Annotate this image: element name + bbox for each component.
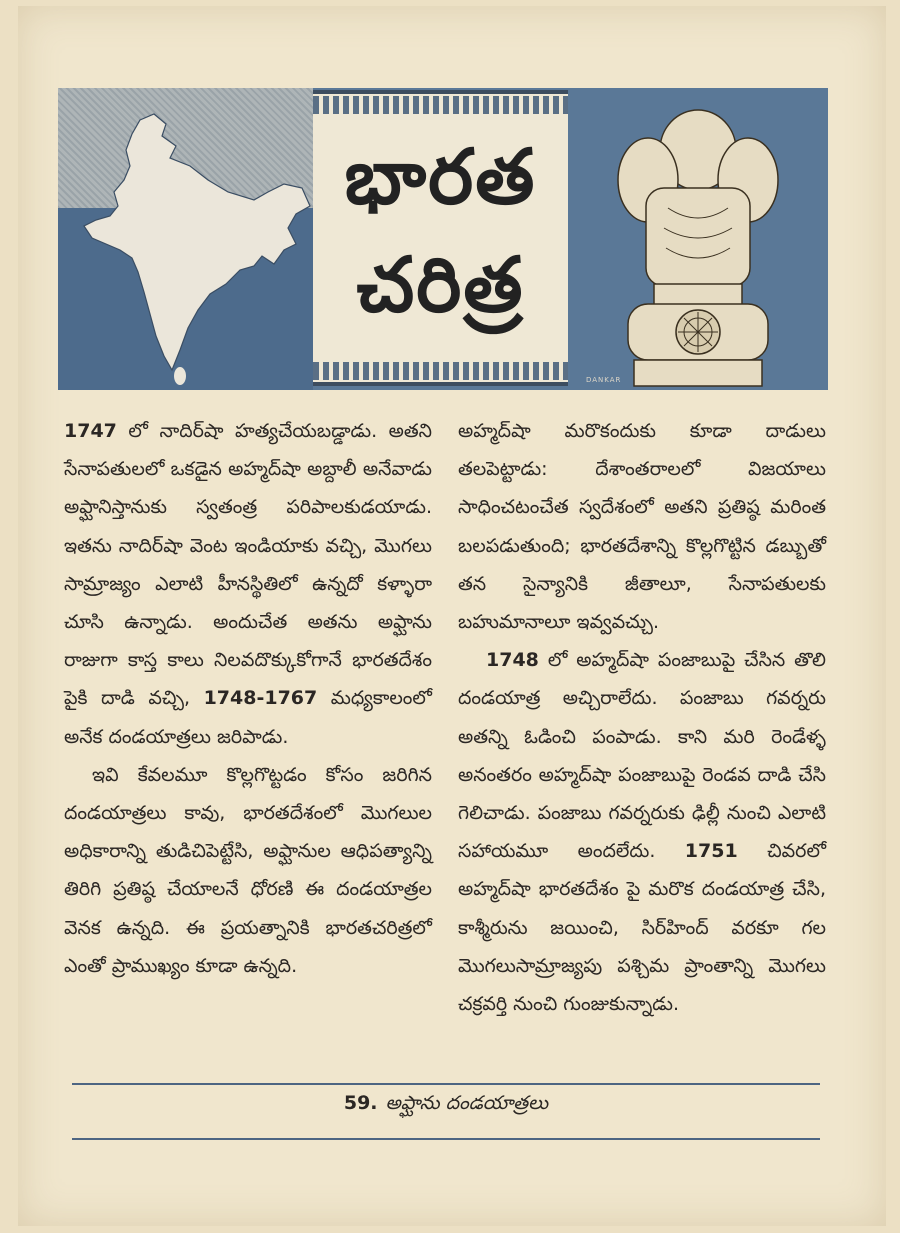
right-paragraph-2-text: లో అహ్మద్‌షా పంజాబుపై చేసిన తొలి దండయాత్ర అచ్చిరాలేదు. పంజాబు గవర్నరు అతన్ని ఓడించి పంపాడు. కాని మరి రెండేళ్ళ అనంతరం అహ్మద్‌షా పంజాబుపై రెండవ దాడి చేసి గెలిచాడు. పంజాబు గవర్నరుకు ఢిల్లీ నుంచి ఎలాటి సహాయమూ అందలేదు. <box>458 649 826 863</box>
title-border-top <box>313 96 568 114</box>
title-panel <box>313 90 568 386</box>
right-paragraph-2-tail: చివరలో అహ్మద్‌షా భారతదేశం పై మరొక దండయాత్ర చేసి, కాశ్మీరును జయించి, సిర్‌హింద్ వరకూ గల మొగలుసామ్రాజ్యపు పశ్చిమ ప్రాంతాన్ని మొగలు చక్రవర్తి నుంచి గుంజుకున్నాడు. <box>458 840 826 1016</box>
left-paragraph-1 <box>64 412 432 756</box>
chapter-footer <box>72 1092 820 1119</box>
title-stripe-top <box>313 90 568 94</box>
banner <box>58 88 828 390</box>
year-range: 1748-1767 <box>203 687 318 710</box>
lion-capital-emblem-icon <box>568 88 828 390</box>
left-paragraph-1-tail: మధ్యకాలంలో అనేక దండయాత్రలు జరిపాడు. <box>64 687 432 748</box>
title-stripe-bottom <box>313 382 568 386</box>
banner-title-line2: చరిత్ర <box>356 240 525 329</box>
right-paragraph-2 <box>458 641 826 1023</box>
right-paragraph-1: అహ్మద్‌షా మరొకందుకు కూడా దాడులు తలపెట్టాడు: దేశాంతరాలలో విజయాలు సాధించటంచేత స్వదేశంలో అతని ప్రతిష్ఠ మరింత బలపడుతుంది; భారతదేశాన్ని కొల్లగొట్టిన డబ్బుతో తన సైన్యానికి జీతాలూ, సేనాపతులకు బహుమానాలూ ఇవ్వవచ్చు. <box>458 420 826 634</box>
left-paragraph-1-text: లో నాదిర్‌షా హత్యచేయబడ్డాడు. అతని సేనాపతులలో ఒకడైన అహ్మద్‌షా అబ్దాలీ అనేవాడు అఫ్ఘానిస్తానుకు స్వతంత్ర పరిపాలకుడయాడు. ఇతను నాదిర్‌షా వెంట ఇండియాకు వచ్చి, మొగలు సామ్రాజ్యం ఎలాటి హీనస్థితిలో ఉన్నదో కళ్ళారా చూసి ఉన్నాడు. అందుచేత అతను అఫ్ఘాను రాజుగా కాస్త కాలు నిలవదొక్కుకోగానే భారతదేశం పైకి దాడి వచ్చి, <box>64 420 432 710</box>
india-map-panel <box>58 88 313 390</box>
left-column <box>64 412 432 985</box>
india-map-icon <box>58 88 313 390</box>
year-1751: 1751 <box>684 840 738 863</box>
chapter-title: అఫ్ఘాను దండయాత్రలు <box>385 1092 549 1114</box>
footer-rule-bottom <box>72 1138 820 1140</box>
artist-signature: DANKAR <box>586 376 622 384</box>
chapter-number: 59. <box>343 1092 378 1114</box>
banner-title-line1: భారత <box>344 132 537 221</box>
left-paragraph-2: ఇవి కేవలమూ కొల్లగొట్టడం కోసం జరిగిన దండయాత్రలు కావు, భారతదేశంలో మొగలుల అధికారాన్ని తుడిచిపెట్టేసి, అఫ్ఘానుల ఆధిపత్యాన్ని తిరిగి ప్రతిష్ఠ చేయాలనే ధోరణి ఈ దండయాత్రల వెనక ఉన్నది. ఈ ప్రయత్నానికి భారతచరిత్రలో ఎంతో ప్రాముఖ్యం కూడా ఉన్నది. <box>64 763 432 977</box>
title-border-bottom <box>313 362 568 380</box>
emblem-panel <box>568 88 828 390</box>
year-1747: 1747 <box>64 420 117 442</box>
year-1748: 1748 <box>486 649 539 672</box>
right-column <box>458 412 826 1023</box>
footer-rule-top <box>72 1083 820 1085</box>
